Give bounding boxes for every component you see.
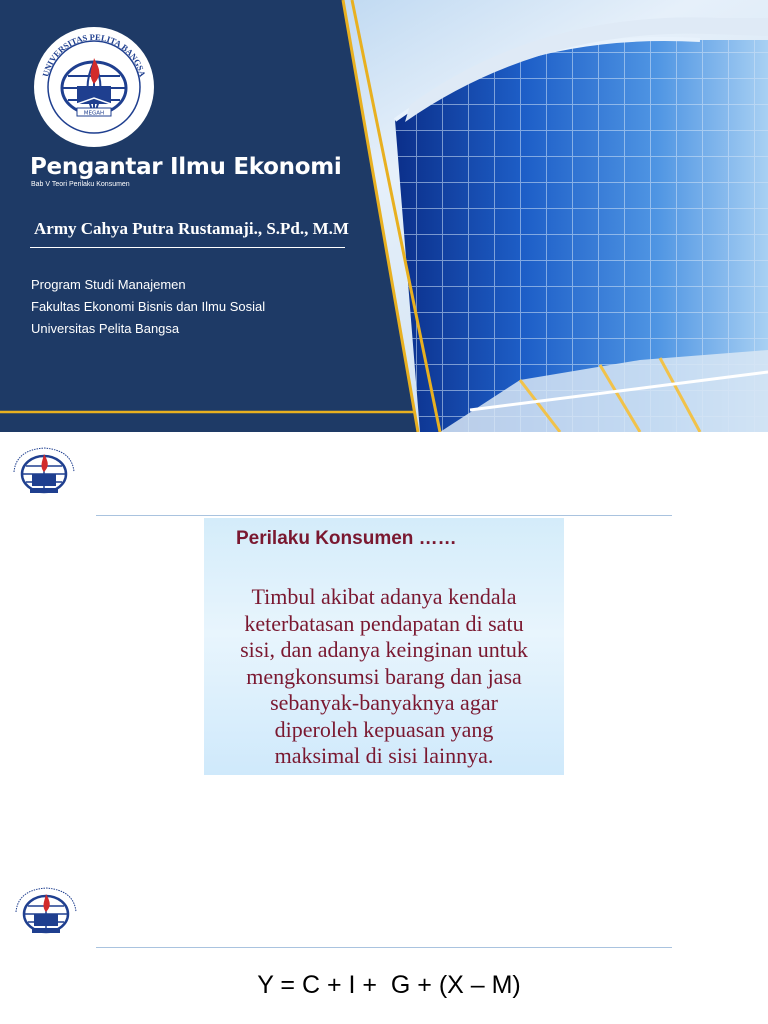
income-formula-slide [0, 864, 768, 1024]
box-line: maksimal di sisi lainnya. [274, 743, 494, 768]
box-body [204, 584, 564, 770]
author-underline [30, 247, 345, 248]
header-divider [96, 947, 672, 948]
university-text: Universitas Pelita Bangsa [31, 321, 180, 336]
chapter-subtitle: Bab V Teori Perilaku Konsumen [31, 181, 130, 188]
box-line: sebanyak-banyaknya agar [270, 690, 498, 715]
university-logo-small [8, 444, 80, 500]
gdp-formula: Y = C + I + G + (X – M) [257, 971, 521, 999]
university-logo-small [10, 884, 82, 940]
presentation-title: Pengantar Ilmu Ekonomi [30, 154, 342, 180]
logo-ring-text: UNIVERSITAS PELITA BANGSA [40, 31, 148, 78]
header-divider [96, 515, 672, 516]
logo-banner-text: MEGAH [83, 110, 105, 117]
faculty-text: Fakultas Ekonomi Bisnis dan Ilmu Sosial [31, 299, 266, 314]
box-line: diperoleh kepuasan yang [274, 716, 494, 742]
box-line: sisi, dan adanya keinginan untuk [240, 637, 528, 662]
consumer-behavior-slide [0, 432, 768, 864]
author-name: Army Cahya Putra Rustamaji., S.Pd., M.M [34, 219, 349, 238]
institution-info [31, 274, 265, 340]
title-slide [0, 0, 768, 432]
box-line: keterbatasan pendapatan di satu [244, 610, 524, 636]
box-title: Perilaku Konsumen …… [236, 528, 457, 549]
university-logo [33, 26, 155, 148]
box-line: mengkonsumsi barang dan jasa [246, 663, 522, 689]
program-text: Program Studi Manajemen [31, 277, 186, 292]
box-line: Timbul akibat adanya kendala [251, 584, 517, 609]
definition-box [204, 518, 564, 775]
